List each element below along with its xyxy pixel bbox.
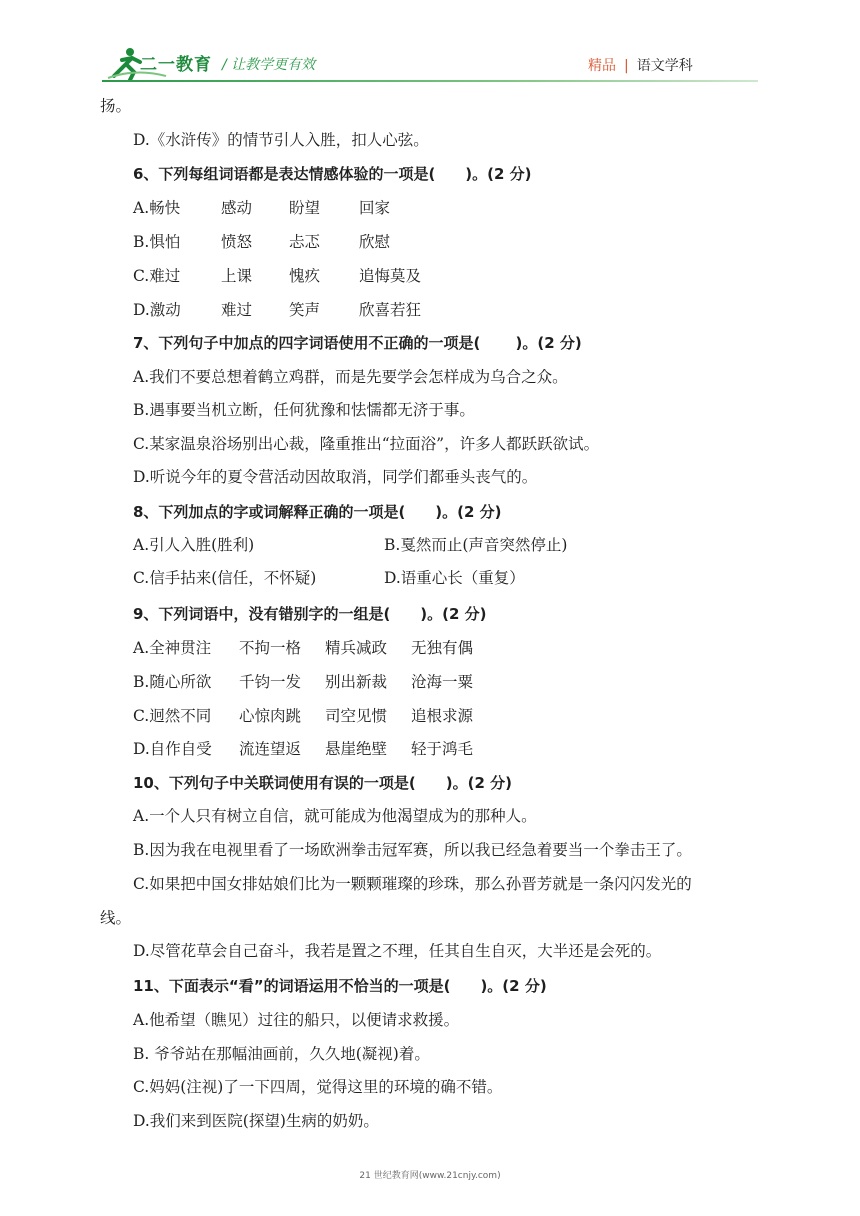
- q9-option-d: [133, 739, 473, 759]
- word: 别出新裁: [325, 673, 388, 691]
- q8-option-c: C.信手拈来(信任，不怀疑): [133, 569, 317, 587]
- word: 千钧一发: [239, 673, 302, 691]
- word: A.全神贯注: [133, 639, 212, 657]
- q10-option-d: D.尽管花草会自己奋斗，我若是置之不理，任其自生自灭，大半还是会死的。: [133, 942, 662, 960]
- word: A.畅快: [133, 199, 181, 217]
- page-header: [0, 0, 860, 90]
- word: 愤怒: [221, 233, 253, 251]
- word: 追根求源: [411, 707, 474, 725]
- word: B.随心所欲: [133, 673, 212, 691]
- q6-option-a: [133, 198, 390, 218]
- q10-option-b: B.因为我在电视里看了一场欧洲拳击冠军赛，所以我已经急着要当一个拳击王了。: [133, 841, 692, 859]
- question-8: 8、下列加点的字或词解释正确的一项是( )。(2 分): [133, 503, 502, 521]
- word: 欣喜若狂: [359, 301, 422, 319]
- subject-label: 语文学科: [636, 58, 693, 74]
- word: D.自作自受: [133, 740, 212, 758]
- header-divider: [102, 80, 758, 82]
- text-line: 扬。: [100, 97, 132, 115]
- word: 感动: [221, 199, 253, 217]
- q11-option-a: A.他希望（瞧见）过往的船只，以便请求救援。: [133, 1011, 460, 1029]
- q8-option-a: A.引人入胜(胜利): [133, 536, 255, 554]
- question-9: 9、下列词语中，没有错别字的一组是( )。(2 分): [133, 605, 487, 623]
- word: 流连望返: [239, 740, 302, 758]
- question-11: 11、下面表示“看”的词语运用不恰当的一项是( )。(2 分): [133, 977, 547, 995]
- word: 愧疚: [289, 267, 321, 285]
- page-footer: 21 世纪教育网(www.21cnjy.com): [359, 1171, 501, 1181]
- q10-option-c-cont: 线。: [100, 909, 132, 927]
- word: 盼望: [289, 199, 321, 217]
- word: 回家: [359, 199, 391, 217]
- question-10: 10、下列句子中关联词使用有误的一项是( )。(2 分): [133, 774, 512, 792]
- q6-option-d: [133, 300, 421, 320]
- word: 笑声: [289, 301, 321, 319]
- q6-option-b: [133, 232, 390, 252]
- q9-option-a: [133, 638, 473, 658]
- q11-option-d: D.我们来到医院(探望)生病的奶奶。: [133, 1112, 379, 1130]
- question-7: 7、下列句子中加点的四字词语使用不正确的一项是( )。(2 分): [133, 334, 582, 352]
- header-subject: [588, 55, 693, 75]
- word: 上课: [221, 267, 253, 285]
- word: 不拘一格: [239, 639, 302, 657]
- q8-option-d: D.语重心长（重复）: [384, 569, 525, 587]
- q11-option-c: C.妈妈(注视)了一下四周，觉得这里的环境的确不错。: [133, 1078, 503, 1096]
- header-separator: |: [624, 58, 629, 74]
- word: 无独有偶: [411, 639, 474, 657]
- q7-option-b: B.遇事要当机立断，任何犹豫和怯懦都无济于事。: [133, 401, 475, 419]
- option-d-prev: D.《水浒传》的情节引人入胜，扣人心弦。: [133, 131, 429, 149]
- q10-option-c: C.如果把中国女排姑娘们比为一颗颗璀璨的珍珠，那么孙晋芳就是一条闪闪发光的: [133, 875, 692, 893]
- word: 心惊肉跳: [239, 707, 302, 725]
- q6-option-c: [133, 266, 421, 286]
- word: 精兵减政: [325, 639, 388, 657]
- q7-option-c: C.某家温泉浴场别出心裁，隆重推出“拉面浴”，许多人都跃跃欲试。: [133, 435, 600, 453]
- q9-option-b: [133, 672, 473, 692]
- q10-option-a: A.一个人只有树立自信，就可能成为他渴望成为的那种人。: [133, 807, 537, 825]
- word: C.难过: [133, 267, 181, 285]
- word: 追悔莫及: [359, 267, 422, 285]
- word: 悬崖绝壁: [325, 740, 388, 758]
- word: 轻于鸿毛: [411, 740, 474, 758]
- jingpin-label: 精品: [588, 58, 616, 74]
- q9-option-c: [133, 706, 473, 726]
- word: 忐忑: [289, 233, 321, 251]
- q8-option-b: B.戛然而止(声音突然停止): [384, 536, 568, 554]
- q11-option-b: B. 爷爷站在那幅油画前，久久地(凝视)着。: [133, 1045, 430, 1063]
- q7-option-d: D.听说今年的夏令营活动因故取消，同学们都垂头丧气的。: [133, 468, 538, 486]
- word: 欣慰: [359, 233, 391, 251]
- word: 难过: [221, 301, 253, 319]
- brand-name: 二一教育: [140, 55, 212, 75]
- q7-option-a: A.我们不要总想着鹤立鸡群，而是先要学会怎样成为乌合之众。: [133, 368, 568, 386]
- word: 沧海一粟: [411, 673, 474, 691]
- word: 司空见惯: [325, 707, 388, 725]
- word: D.激动: [133, 301, 181, 319]
- brand-slogan: / 让教学更有效: [222, 57, 316, 73]
- question-6: 6、下列每组词语都是表达情感体验的一项是( )。(2 分): [133, 165, 532, 183]
- word: C.迥然不同: [133, 707, 212, 725]
- word: B.惧怕: [133, 233, 181, 251]
